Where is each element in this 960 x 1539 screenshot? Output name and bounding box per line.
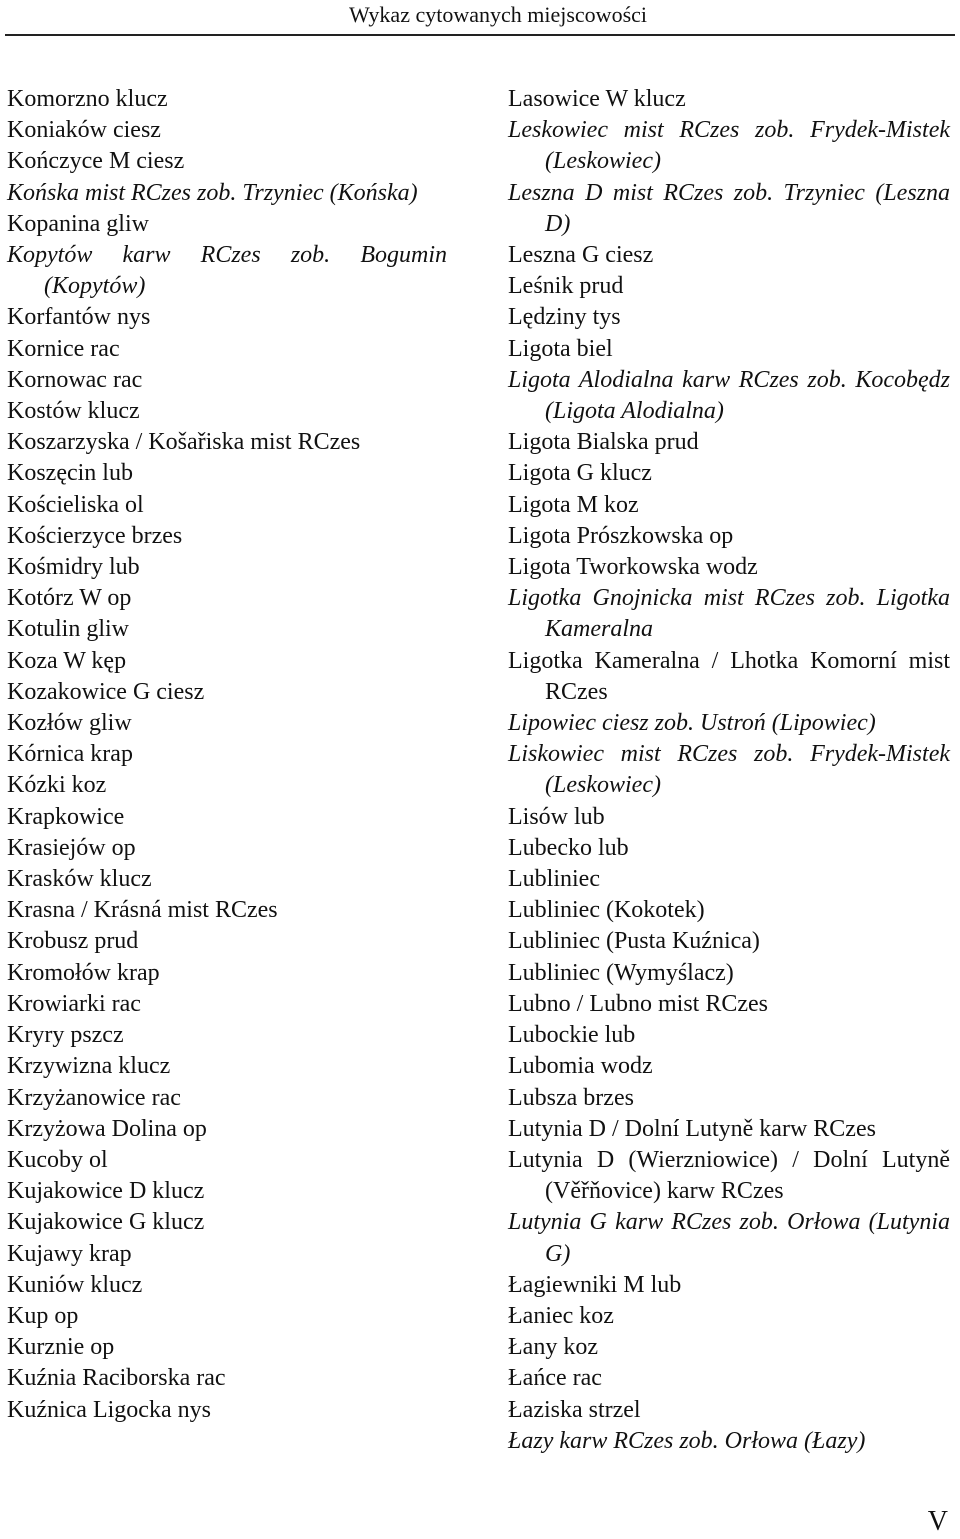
index-entry: Lubno / Lubno mist RCzes <box>508 990 768 1017</box>
left-column <box>7 84 447 1426</box>
page-number: V <box>927 1506 948 1537</box>
index-entry: Komorzno klucz <box>7 86 168 112</box>
index-entry: Kuźnica Ligocka nys <box>7 1396 211 1423</box>
index-entry: Łańce rac <box>508 1365 602 1392</box>
page-title: Wykaz cytowanych miejscowości <box>348 2 648 27</box>
index-entry: Kotórz W op <box>7 585 132 612</box>
index-entry: Krasna / Krásná mist RCzes <box>7 897 278 924</box>
index-entry: Lubliniec <box>508 866 600 893</box>
index-entry: Kuniów klucz <box>7 1271 143 1298</box>
index-entry: Lubecko lub <box>508 834 629 861</box>
index-entry: Krzyżanowice rac <box>7 1084 181 1111</box>
index-entry: Ligota G klucz <box>508 460 652 487</box>
index-entry: Lisów lub <box>508 803 605 830</box>
index-entry: Lubsza brzes <box>508 1084 634 1111</box>
index-entry: Kościerzyce brzes <box>7 522 183 549</box>
index-entry: Kuźnia Raciborska rac <box>7 1365 226 1392</box>
index-entry: Krobusz prud <box>7 928 139 955</box>
index-entry: Łany koz <box>508 1334 598 1361</box>
index-entry: Koniaków ciesz <box>7 117 161 144</box>
index-entry: Lutynia D (Wierzniowice) / Dolní Lutyně (Věřňovice) karw RCzes <box>508 1146 950 1205</box>
index-entry: Ligotka Gnojnicka mist RCzes zob. Ligotka Kameralna <box>508 585 950 643</box>
index-entry: Kotulin gliw <box>7 616 130 643</box>
index-entry: Kornowac rac <box>7 366 143 393</box>
index-entry: Ligota M koz <box>508 491 639 518</box>
index-entry: Lipowiec ciesz zob. Ustroń (Lipowiec) <box>508 710 876 737</box>
index-entry: Kończyce M ciesz <box>7 148 185 175</box>
index-entry: Kozakowice G ciesz <box>7 678 205 705</box>
index-entry: Lubockie lub <box>508 1022 636 1049</box>
index-entry: Krapkowice <box>7 803 125 830</box>
index-entry: Leśnik prud <box>508 273 624 300</box>
index-entry: Łaziska strzel <box>508 1396 641 1423</box>
index-entry: Krasków klucz <box>7 866 152 893</box>
index-entry: Kujakowice D klucz <box>7 1178 205 1205</box>
index-entry: Kryry pszcz <box>7 1022 124 1049</box>
index-entry: Krzywizna klucz <box>7 1053 171 1080</box>
index-entry: Lutynia G karw RCzes zob. Orłowa (Lutynia G) <box>508 1209 950 1267</box>
index-entry: Kośmidry lub <box>7 554 140 581</box>
index-entry: Leszna D mist RCzes zob. Trzyniec (Leszna D) <box>508 179 950 237</box>
index-entry: Liskowiec mist RCzes zob. Frydek-Mistek (Leskowiec) <box>508 741 950 799</box>
index-entry: Koszarzyska / Košařiska mist RCzes <box>7 429 361 456</box>
index-entry: Krzyżowa Dolina op <box>7 1115 207 1142</box>
index-entry: Kózki koz <box>7 772 107 799</box>
index-entry: Ligota Prószkowska op <box>508 522 734 549</box>
index-entry: Końska mist RCzes zob. Trzyniec (Końska) <box>7 179 418 206</box>
index-entry: Ligotka Kameralna / Lhotka Komorní mist RCzes <box>508 647 950 705</box>
index-entry: Kujawy krap <box>7 1240 132 1267</box>
index-entry: Krasiejów op <box>7 834 136 861</box>
index-entry: Kucoby ol <box>7 1146 108 1173</box>
index-entry: Koza W kęp <box>7 647 127 674</box>
index-entry: Leszna G ciesz <box>508 242 654 269</box>
index-entry: Łaniec koz <box>508 1302 614 1329</box>
index-entry: Kozłów gliw <box>7 710 132 737</box>
index-entry: Kromołów krap <box>7 959 160 986</box>
index-entry: Ligota Alodialna karw RCzes zob. Kocobędz (Ligota Alodialna) <box>508 366 950 425</box>
index-entry: Kujakowice G klucz <box>7 1209 205 1236</box>
index-entry: Ligota Tworkowska wodz <box>508 554 758 581</box>
index-entry: Korfantów nys <box>7 304 151 331</box>
index-entry: Kopanina gliw <box>7 210 149 237</box>
right-column <box>508 84 950 1457</box>
index-entry: Łazy karw RCzes zob. Orłowa (Łazy) <box>508 1427 866 1454</box>
index-entry: Kostów klucz <box>7 398 140 425</box>
index-entry: Lasowice W klucz <box>508 86 686 112</box>
index-entry: Lubliniec (Kokotek) <box>508 897 705 924</box>
page-header <box>0 0 960 34</box>
index-entry: Leskowiec mist RCzes zob. Frydek-Mistek (Leskowiec) <box>508 117 950 175</box>
header-rule <box>5 34 955 36</box>
index-entry: Krowiarki rac <box>7 990 141 1017</box>
index-entry: Kościeliska ol <box>7 491 144 518</box>
index-entry: Koszęcin lub <box>7 460 133 487</box>
index-entry: Lutynia D / Dolní Lutyně karw RCzes <box>508 1115 876 1142</box>
index-entry: Kornice rac <box>7 335 120 362</box>
index-entry: Kórnica krap <box>7 741 133 768</box>
index-entry: Łagiewniki M lub <box>508 1271 682 1298</box>
index-entry: Lubomia wodz <box>508 1053 653 1080</box>
index-entry: Lubliniec (Wymyślacz) <box>508 959 734 986</box>
index-entry: Ligota Bialska prud <box>508 429 699 456</box>
index-entry: Lędziny tys <box>508 304 621 331</box>
index-entry: Kopytów karw RCzes zob. Bogumin (Kopytów) <box>7 242 447 300</box>
index-entry: Kup op <box>7 1302 79 1329</box>
index-entry: Lubliniec (Pusta Kuźnica) <box>508 928 760 955</box>
index-entry: Kurznie op <box>7 1334 115 1361</box>
index-entry: Ligota biel <box>508 335 613 362</box>
